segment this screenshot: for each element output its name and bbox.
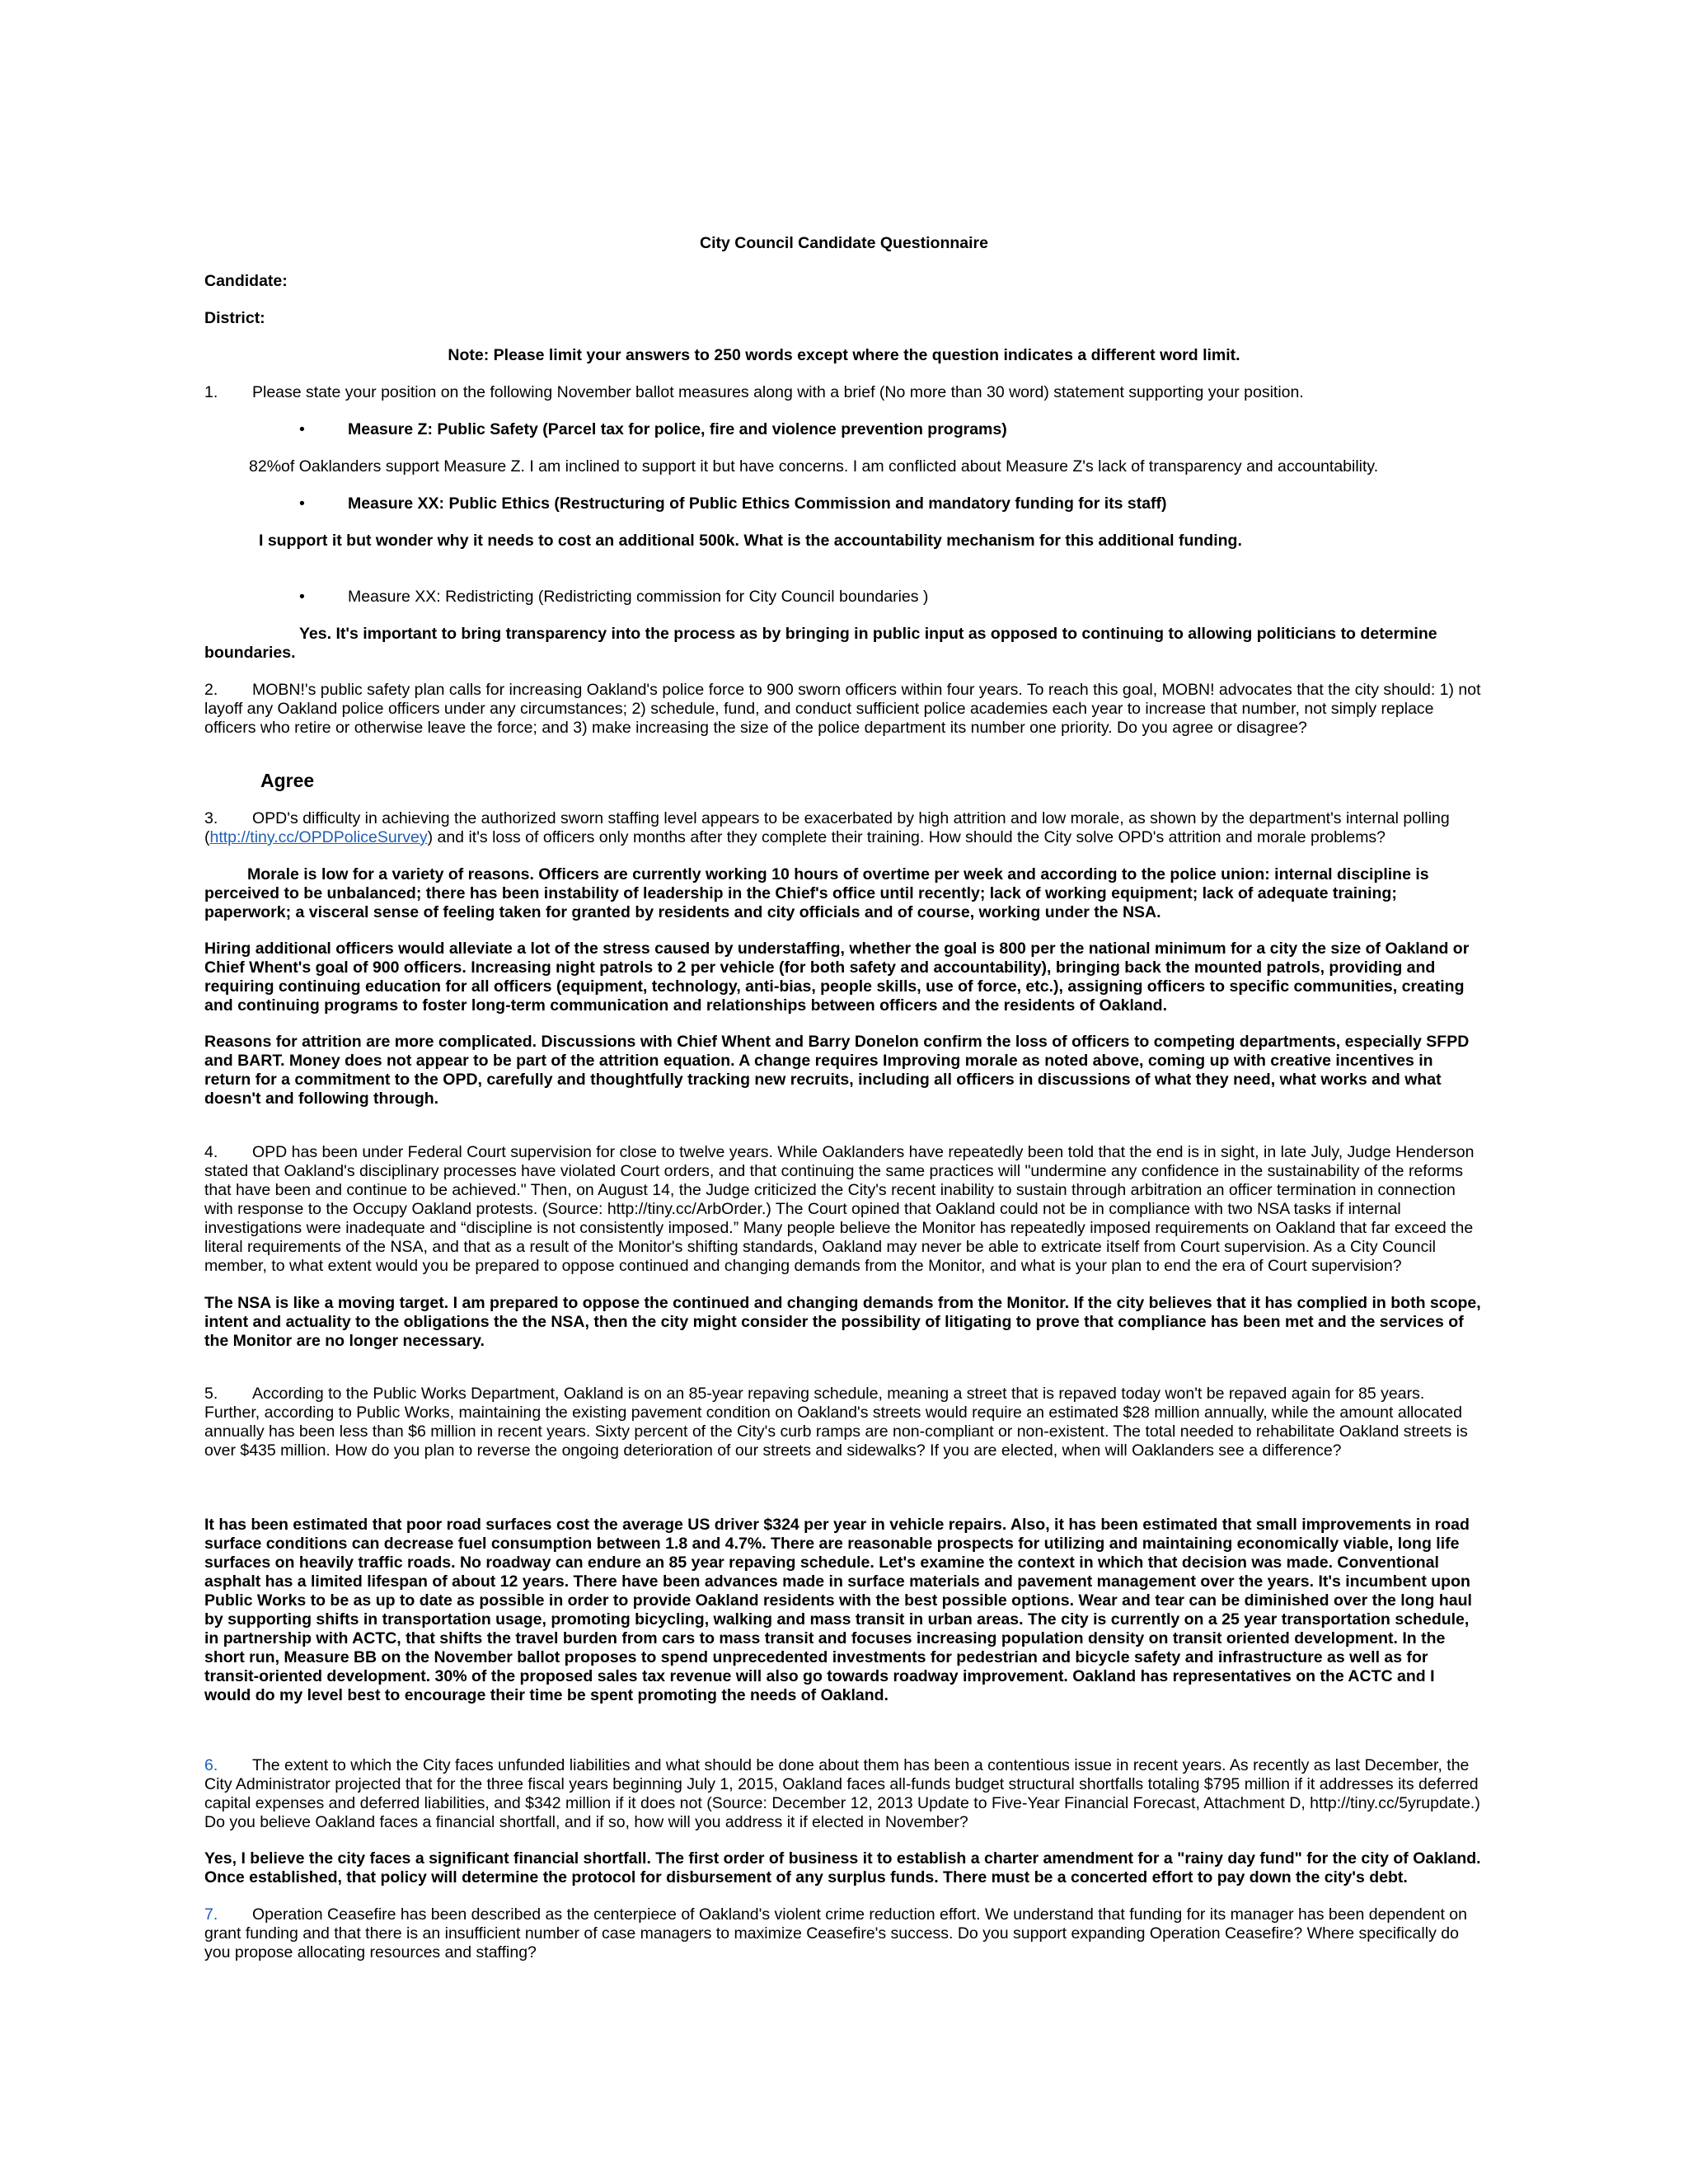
page-title: City Council Candidate Questionnaire [700, 234, 988, 252]
question-text: OPD's difficulty in achieving the authorized sworn staffing level appears to be exacerbated by high attrition and low morale, as shown by the department's internal polling ( [204, 809, 1450, 846]
question-2 [204, 681, 1484, 738]
measure-label: Measure XX: Redistricting (Redistricting commission for City Council boundaries ) [348, 588, 929, 606]
answer-paragraph: Hiring additional officers would alleviate a lot of the stress caused by understaffing, whether the goal is 800 per the national minimum for a city the size of Oakland or Chief Whent's goal of 900 officers. Increasing night patrols to 2 per vehicle (for both safety and accountability), bringing back the mounted patrols, providing and requiring continuing education for all officers (equipment, technology, anti-bias, people skills, use of force, etc.), assigning officers to specific communities, creating and continuing programs to foster long-term communication and relationships between officers and the residents of Oakland. [204, 940, 1470, 1015]
question-5 [204, 1385, 1484, 1460]
question-text: Please state your position on the following November ballot measures along with a brief (No more than 30 word) statement supporting your position. [252, 383, 1304, 401]
answer-paragraph: Reasons for attrition are more complicated. Discussions with Chief Whent and Barry Donelon confirm the loss of officers to competing departments, especially SFPD and BART. Money does not appear to be part of the attrition equation. A change requires Improving morale as noted above, coming up with creative incentives in return for a commitment to the OPD, carefully and thoughtfully tracking new recruits, including all officers in discussions of what they need, what works and what doesn't and following through. [204, 1033, 1470, 1108]
question-number: 6. [204, 1756, 218, 1774]
measure-answer-continued: boundaries. [204, 644, 296, 662]
question-number: 3. [204, 809, 218, 827]
question-number: 4. [204, 1143, 218, 1161]
word-limit-note: Note: Please limit your answers to 250 words except where the question indicates a different word limit. [448, 346, 1240, 364]
measure-answer: I support it but wonder why it needs to cost an additional 500k. What is the accountability mechanism for this additional funding. [259, 532, 1242, 550]
measure-answer: 82%of Oaklanders support Measure Z. I am inclined to support it but have concerns. I am conflicted about Measure Z's lack of transparency and accountability. [249, 457, 1379, 476]
measure-answer: Yes. It's important to bring transparency into the process as by bringing in public input as opposed to continuing to allowing politicians to determine [299, 625, 1437, 643]
question-1 [204, 383, 1484, 402]
measure-label: Measure XX: Public Ethics (Restructuring of Public Ethics Commission and mandatory funding for its staff) [348, 494, 1167, 513]
candidate-label: Candidate: [204, 272, 288, 290]
answer-agree: Agree [260, 770, 315, 791]
answer-paragraph: The NSA is like a moving target. I am prepared to oppose the continued and changing demands from the Monitor. If the city believes that it has complied in both scope, intent and actuality to the obligations the the NSA, then the city might consider the possibility of litigating to prove that compliance has been met and the services of the Monitor are no longer necessary. [204, 1294, 1481, 1350]
answer-paragraph: It has been estimated that poor road surfaces cost the average US driver $324 per year in vehicle repairs. Also, it has been estimated that small improvements in road surface conditions can decrease fuel consumption between 1.8 and 4.7%. There are reasonable prospects for utilizing and maintaining economically viable, long life surfaces on heavily traffic roads. No roadway can endure an 85 year repaving schedule. Let's examine the context in which that decision was made. Conventional asphalt has a limited lifespan of about 12 years. There have been advances made in surface materials and pavement management over the years. It's incumbent upon Public Works to be as up to date as possible in order to provide Oakland residents with the best possible options. Wear and tear can be diminished over the long haul by supporting shifts in transportation usage, promoting bicycling, walking and mass transit in urban areas. The city is currently on a 25 year transportation schedule, in partnership with ACTC, that shifts the travel burden from cars to mass transit and focuses increasing population density on transit oriented development. In the short run, Measure BB on the November ballot proposes to spend unprecedented investments for pedestrian and bicycle safety and infrastructure as well as for transit-oriented development. 30% of the proposed sales tax revenue will also go towards roadway improvement. Oakland has representatives on the ACTC and I would do my level best to encourage their time be spent promoting the needs of Oakland. [204, 1516, 1472, 1704]
bullet-icon: • [299, 494, 305, 513]
bullet-icon: • [299, 420, 305, 438]
question-4 [204, 1143, 1484, 1276]
question-text: MOBN!'s public safety plan calls for increasing Oakland's police force to 900 sworn officers within four years. To reach this goal, MOBN! advocates that the city should: 1) not layoff any Oakland police officers under any circumstances; 2) schedule, fund, and conduct sufficient police academies each year to increase that number, not simply replace officers who retire or otherwise leave the force; and 3) make increasing the size of the police department its number one priority. Do you agree or disagree? [204, 681, 1481, 737]
measure-label: Measure Z: Public Safety (Parcel tax for police, fire and violence prevention programs) [348, 420, 1007, 438]
question-number: 7. [204, 1905, 218, 1924]
question-number: 1. [204, 383, 218, 401]
answer-paragraph: Yes, I believe the city faces a significant financial shortfall. The first order of business it to establish a charter amendment for a "rainy day fund" for the city of Oakland. Once established, that policy will determine the protocol for disbursement of any surplus funds. There must be a concerted effort to pay down the city's debt. [204, 1849, 1481, 1886]
survey-link[interactable]: http://tiny.cc/OPDPoliceSurvey [209, 828, 428, 846]
question-text: OPD has been under Federal Court supervision for close to twelve years. While Oaklanders have repeatedly been told that the end is in sight, in late July, Judge Henderson stated that Oakland's disciplinary processes have violated Court orders, and that continuing the same practices will "undermine any confidence in the sustainability of the reforms that have been and continue to be achieved." Then, on August 14, the Judge criticized the City's recent inability to sustain through arbitration an officer termination in connection with response to the Occupy Oakland protests. (Source: http://tiny.cc/ArbOrder.) The Court opined that Oakland could not be in compliance with two NSA tasks if internal investigations were inadequate and “discipline is not consistently imposed.” Many people believe the Monitor has repeatedly imposed requirements on Oakland that far exceed the literal requirements of the NSA, and that as a result of the Monitor's shifting standards, Oakland may never be able to extricate itself from Court supervision. As a City Council member, to what extent would you be prepared to oppose continued and changing demands from the Monitor, and what is your plan to end the era of Court supervision? [204, 1143, 1475, 1275]
answer-paragraph: Morale is low for a variety of reasons. Officers are currently working 10 hours of overtime per week and according to the police union: internal discipline is perceived to be unbalanced; there has been instability of leadership in the Chief's office until recently; lack of working equipment; lack of adequate training; paperwork; a visceral sense of feeling taken for granted by residents and city officials and of course, working under the NSA. [204, 865, 1429, 921]
district-label: District: [204, 309, 265, 327]
question-number: 5. [204, 1385, 218, 1403]
question-7 [204, 1905, 1484, 1962]
question-text: The extent to which the City faces unfunded liabilities and what should be done about them has been a contentious issue in recent years. As recently as last December, the City Administrator projected that for the three fiscal years beginning July 1, 2015, Oakland faces all-funds budget structural shortfalls totaling $795 million if it addresses its deferred capital expenses and deferred liabilities, and $342 million if it does not (Source: December 12, 2013 Update to Five-Year Financial Forecast, Attachment D, http://tiny.cc/5yrupdate.) Do you believe Oakland faces a financial shortfall, and if so, how will you address it if elected in November? [204, 1756, 1480, 1831]
question-3 [204, 809, 1484, 847]
question-number: 2. [204, 681, 218, 699]
question-text-continued: ) and it's loss of officers only months after they complete their training. How should the City solve OPD's attrition and morale problems? [427, 828, 1386, 846]
question-6 [204, 1756, 1484, 1832]
question-text: According to the Public Works Department, Oakland is on an 85-year repaving schedule, meaning a street that is repaved today won't be repaved again for 85 years. Further, according to Public Works, maintaining the existing pavement condition on Oakland's streets would require an estimated $28 million annually, while the amount allocated annually has been less than $6 million in recent years. Sixty percent of the City's curb ramps are non-compliant or non-existent. The total needed to rehabilitate Oakland streets is over $435 million. How do you plan to reverse the ongoing deterioration of our streets and sidewalks? If you are elected, when will Oaklanders see a difference? [204, 1385, 1468, 1460]
bullet-icon: • [299, 588, 305, 606]
question-text: Operation Ceasefire has been described as the centerpiece of Oakland's violent crime reduction effort. We understand that funding for its manager has been dependent on grant funding and that there is an insufficient number of case managers to maximize Ceasefire's success. Do you support expanding Operation Ceasefire? Where specifically do you propose allocating resources and staffing? [204, 1905, 1468, 1961]
